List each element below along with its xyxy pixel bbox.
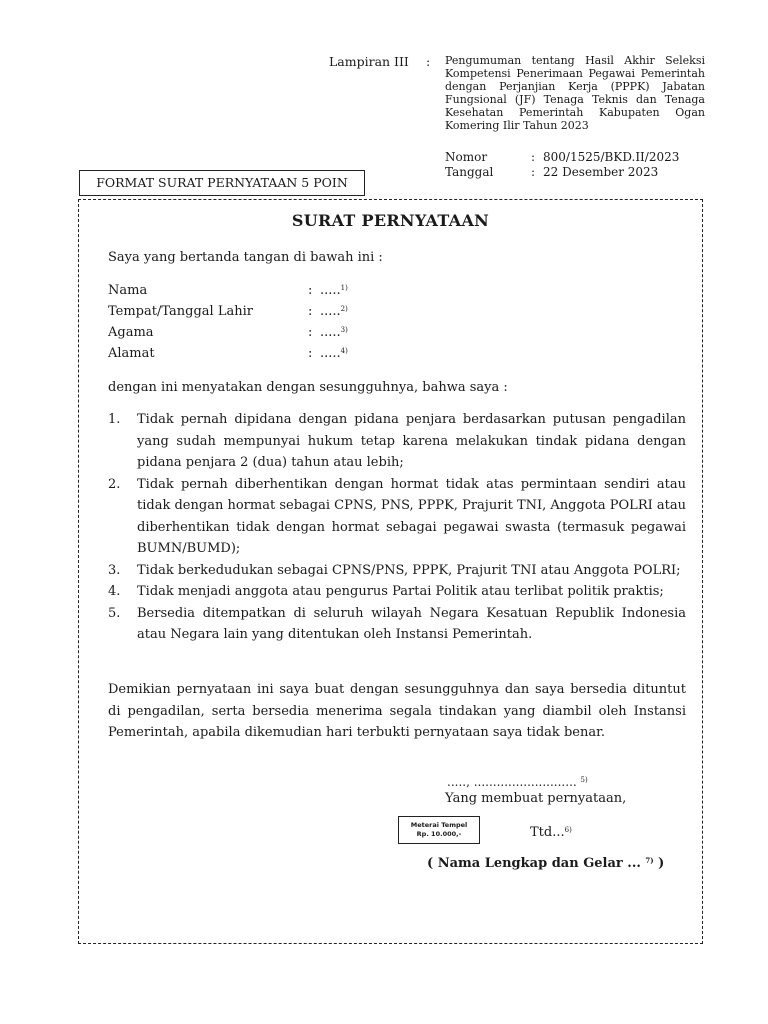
footnote-marker: 1) xyxy=(340,284,348,292)
footnote-marker: 6) xyxy=(564,826,572,834)
list-item: 5. Bersedia ditempatkan di seluruh wilayah Negara Kesatuan Republik Indonesia atau Negara lain yang ditentukan oleh Instansi Pemerintah. xyxy=(108,605,686,642)
field-value-agama: .....$^{3)}$ xyxy=(320,325,348,340)
field-value-alamat: .....$^{4)}$ xyxy=(320,346,348,361)
statement-points xyxy=(108,409,686,646)
field-value-tempat-tanggal-lahir: .....$^{2)}$ xyxy=(320,304,348,319)
materai-stamp-box xyxy=(398,816,480,844)
intro-text: Saya yang bertanda tangan di bawah ini : xyxy=(108,250,383,265)
materai-line-1: Meterai Tempel xyxy=(410,821,468,829)
tanggal-row xyxy=(445,165,658,179)
place-date-line: ....., ........................... $^{5)}$ xyxy=(447,775,588,789)
field-colon: : xyxy=(308,346,313,361)
lampiran-description: Pengumuman tentang Hasil Akhir Seleksi Kompetensi Penerimaan Pegawai Pemerintah dengan Perjanjian Kerja (PPPK) Jabatan Fungsional (JF) Tenaga Teknis dan Tenaga Kesehatan Pemerintah Kabupaten Ogan Komering Ilir Tahun 2023 xyxy=(445,54,705,132)
field-label-nama: Nama xyxy=(108,283,148,298)
nomor-colon: : xyxy=(531,150,536,164)
footnote-marker: 3) xyxy=(340,326,348,334)
field-value-nama: .....$^{1)}$ xyxy=(320,283,348,298)
footnote-marker: 4) xyxy=(340,347,348,355)
footnote-marker: 7) xyxy=(645,856,654,865)
signer-label: Yang membuat pernyataan, xyxy=(445,791,627,806)
materai-line-2: Rp. 10.000,- xyxy=(416,830,462,838)
tanggal-label: Tanggal xyxy=(445,165,494,179)
nomor-label: Nomor xyxy=(445,150,488,164)
nomor-value: 800/1525/BKD.II/2023 xyxy=(543,150,680,164)
list-item: 4. Tidak menjadi anggota atau pengurus Partai Politik atau terlibat politik praktis; xyxy=(108,584,664,599)
signer-name: ( Nama Lengkap dan Gelar ... $^{7)}$ ) xyxy=(427,856,665,871)
nomor-row xyxy=(445,150,679,164)
field-label-tempat-tanggal-lahir: Tempat/Tanggal Lahir xyxy=(108,304,253,319)
field-label-agama: Agama xyxy=(108,325,154,340)
tanggal-value: 22 Desember 2023 xyxy=(543,165,659,179)
tanggal-colon: : xyxy=(531,165,536,179)
field-colon: : xyxy=(308,325,313,340)
format-label-box: FORMAT SURAT PERNYATAAN 5 POIN xyxy=(79,170,365,196)
footnote-marker: 5) xyxy=(580,776,588,784)
list-item: 1. Tidak pernah dipidana dengan pidana penjara berdasarkan putusan pengadilan yang sudah mempunyai hukum tetap karena melakukan tindak pidana dengan pidana penjara 2 (dua) tahun atau lebih; xyxy=(108,412,686,470)
field-colon: : xyxy=(308,304,313,319)
signature-placeholder: Ttd...$^{6)}$ xyxy=(530,825,572,840)
lampiran-label: Lampiran III xyxy=(329,54,409,69)
document-title: SURAT PERNYATAAN xyxy=(291,211,490,230)
field-label-alamat: Alamat xyxy=(108,346,155,361)
closing-paragraph: Demikian pernyataan ini saya buat dengan sesungguhnya dan saya bersedia dituntut di pengadilan, serta bersedia menerima segala tindakan yang diambil oleh Instansi Pemerintah, apabila dikemudian hari terbukti pernyataan saya tidak benar. xyxy=(108,682,686,740)
statement-intro: dengan ini menyatakan dengan sesungguhnya, bahwa saya : xyxy=(108,380,508,395)
lampiran-colon: : xyxy=(426,54,431,69)
footnote-marker: 2) xyxy=(340,305,348,313)
list-item: 3. Tidak berkedudukan sebagai CPNS/PNS, PPPK, Prajurit TNI atau Anggota POLRI; xyxy=(108,562,681,578)
field-colon: : xyxy=(308,283,313,298)
list-item: 2. Tidak pernah diberhentikan dengan hormat tidak atas permintaan sendiri atau tidak dengan hormat sebagai CPNS, PNS, PPPK, Prajurit TNI, Anggota POLRI atau diberhentikan tidak dengan hormat sebagai pegawai swasta (termasuk pegawai BUMN/BUMD); xyxy=(108,476,686,556)
